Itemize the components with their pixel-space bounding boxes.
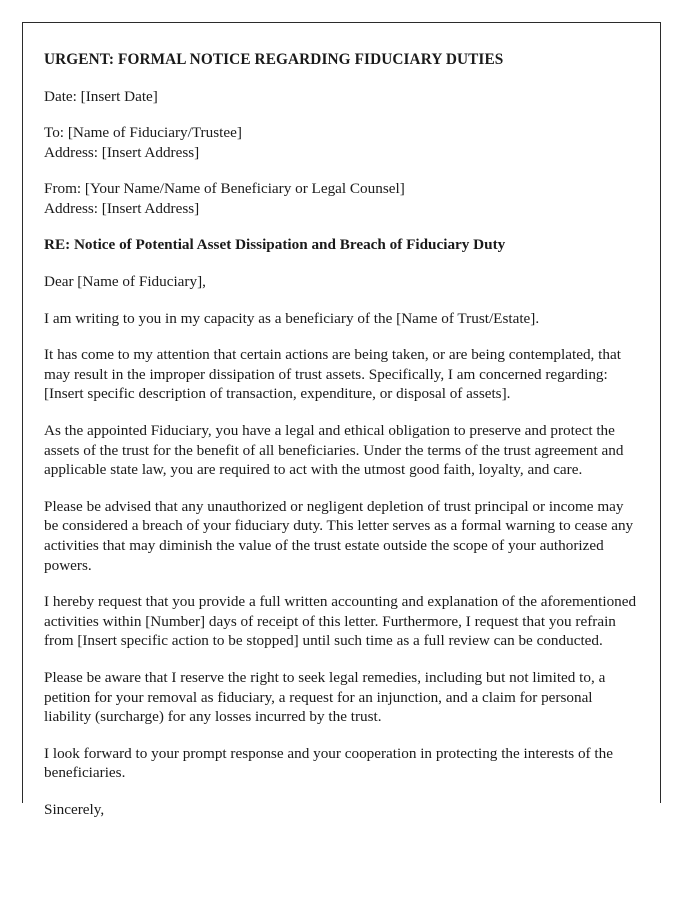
sender-name-line: From: [Your Name/Name of Beneficiary or Legal Counsel] bbox=[44, 180, 405, 198]
closing-line: Sincerely, bbox=[44, 800, 105, 818]
body-paragraph: I look forward to your prompt response and your cooperation in protecting the interests of the beneficiaries. bbox=[44, 744, 613, 782]
document-page bbox=[22, 22, 661, 818]
body-paragraph: I am writing to you in my capacity as a beneficiary of the [Name of Trust/Estate]. bbox=[44, 309, 540, 327]
body-paragraph: Please be advised that any unauthorized or negligent depletion of trust principal or income may be considered a breach of your fiduciary duty. This letter serves as a formal warning to cease any activities that may diminish the value of the trust estate outside the scope of your authorized powers. bbox=[44, 497, 634, 574]
page-title: URGENT: FORMAL NOTICE REGARDING FIDUCIARY DUTIES bbox=[44, 51, 504, 68]
sender-address-line: Address: [Insert Address] bbox=[44, 199, 200, 217]
body-paragraph: It has come to my attention that certain actions are being taken, or are being contemplated, that may result in the improper dissipation of trust assets. Specifically, I am concerned regarding: [Insert specific description of transaction, expenditure, or disposal of assets]. bbox=[44, 346, 621, 403]
body-paragraph: As the appointed Fiduciary, you have a legal and ethical obligation to preserve and protect the assets of the trust for the benefit of all beneficiaries. Under the terms of the trust agreement and applicable state law, you are required to act with the utmost good faith, loyalty, and care. bbox=[44, 422, 624, 479]
subject-line: RE: Notice of Potential Asset Dissipation and Breach of Fiduciary Duty bbox=[44, 236, 506, 254]
salutation: Dear [Name of Fiduciary], bbox=[44, 273, 206, 291]
sender-block bbox=[44, 179, 638, 218]
document-body bbox=[23, 23, 660, 820]
recipient-name-line: To: [Name of Fiduciary/Trustee] bbox=[44, 124, 242, 142]
recipient-block bbox=[44, 123, 638, 162]
recipient-address-line: Address: [Insert Address] bbox=[44, 143, 200, 161]
body-paragraph: I hereby request that you provide a full written accounting and explanation of the aforementioned activities within [Number] days of receipt of this letter. Furthermore, I request that you refrain from [Insert specific action to be stopped] until such time as a full review can be conducted. bbox=[44, 593, 637, 650]
date-line: Date: [Insert Date] bbox=[44, 87, 158, 105]
body-paragraph: Please be aware that I reserve the right to seek legal remedies, including but not limited to, a petition for your removal as fiduciary, a request for an injunction, and a claim for personal liability (surcharge) for any losses incurred by the trust. bbox=[44, 668, 606, 726]
